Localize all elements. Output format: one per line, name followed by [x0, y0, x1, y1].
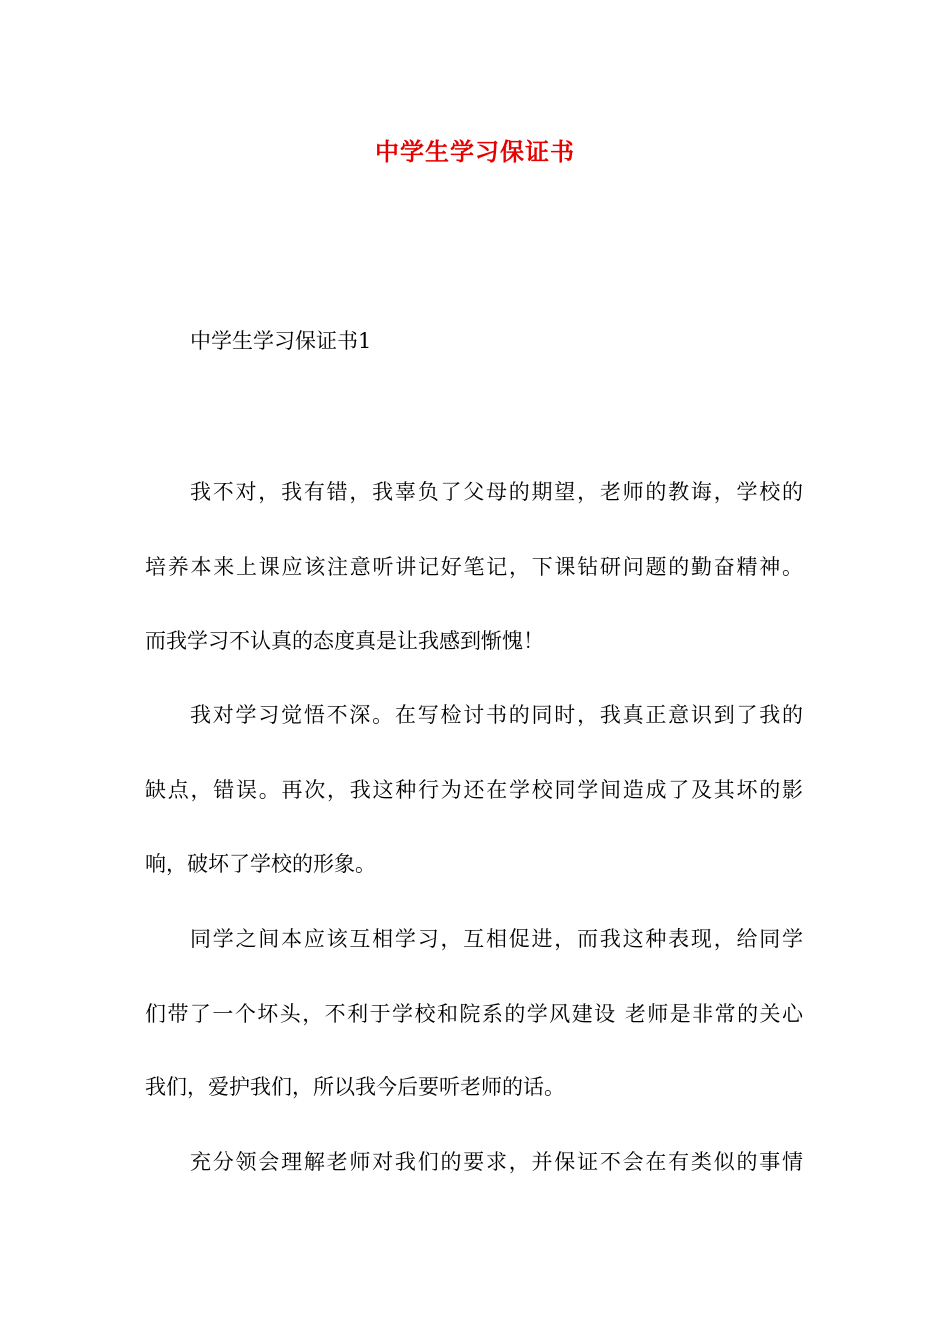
paragraph-line: 同学之间本应该互相学习，互相促进，而我这种表现，给同学 — [190, 927, 803, 951]
paragraph-line: 我不对，我有错，我辜负了父母的期望，老师的教诲，学校的 — [190, 480, 803, 504]
paragraph-line: 而我学习不认真的态度真是让我感到惭愧！ — [145, 629, 544, 653]
paragraph-line: 培养本来上课应该注意听讲记好笔记，下课钻研问题的勤奋精神。 — [145, 555, 803, 579]
paragraph-line: 响，破坏了学校的形象。 — [145, 852, 376, 876]
paragraph-line: 缺点，错误。再次，我这种行为还在学校同学间造成了及其坏的影 — [145, 778, 803, 802]
paragraph-line: 们带了一个坏头，不利于学校和院系的学风建设 老师是非常的关心 — [145, 1002, 803, 1026]
paragraph-line: 充分领会理解老师对我们的要求，并保证不会在有类似的事情 — [190, 1150, 803, 1174]
paragraph-line: 我们，爱护我们，所以我今后要听老师的话。 — [145, 1075, 565, 1099]
paragraph-line: 我对学习觉悟不深。在写检讨书的同时，我真正意识到了我的 — [190, 703, 803, 727]
document-title: 中学生学习保证书 — [375, 138, 575, 166]
section-heading: 中学生学习保证书1 — [190, 329, 372, 353]
